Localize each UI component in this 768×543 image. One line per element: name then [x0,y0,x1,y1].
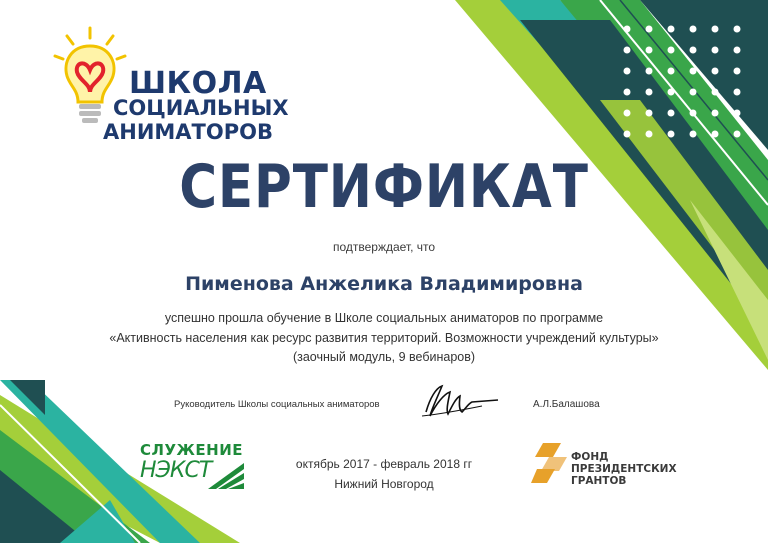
signatory-name: А.Л.Балашова [533,399,600,410]
city-text: Нижний Новгород [334,477,434,491]
next-word: НЭКСТ [140,458,212,483]
fund-line-3: ГРАНТОВ [571,475,627,487]
signature-mark [412,380,502,422]
confirm-text: подтверждает, что [332,240,436,254]
logo-line-2: СОЦИАЛЬНЫХ [113,96,289,120]
fund-line-2: ПРЕЗИДЕНТСКИХ [571,463,677,475]
sluzhenie-word: СЛУЖЕНИЕ [140,441,243,459]
logo-line-3: АНИМАТОРОВ [103,120,273,144]
signatory-role: Руководитель Школы социальных аниматоров [174,399,380,410]
certificate-title: СЕРТИФИКАТ [179,152,589,222]
logo-line-1: ШКОЛА [129,66,267,101]
recipient-name: Пименова Анжелика Владимировна [185,273,583,295]
period-text: октябрь 2017 - февраль 2018 гг [295,457,473,471]
body-line-2: «Активность населения как ресурс развития территорий. Возможности учреждений культуры» [109,331,659,345]
school-of-animators-logo [45,22,289,152]
fund-emblem-icon [531,443,569,483]
sluzhenie-next-logo [138,441,248,496]
wing-icon [206,461,246,491]
body-line-3: (заочный модуль, 9 вебинаров) [292,350,476,364]
fund-line-1: ФОНД [571,451,609,463]
body-line-1: успешно прошла обучение в Школе социальных аниматоров по программе [164,311,604,325]
fund-name [571,451,677,487]
presidential-grants-fund-logo [531,441,681,496]
